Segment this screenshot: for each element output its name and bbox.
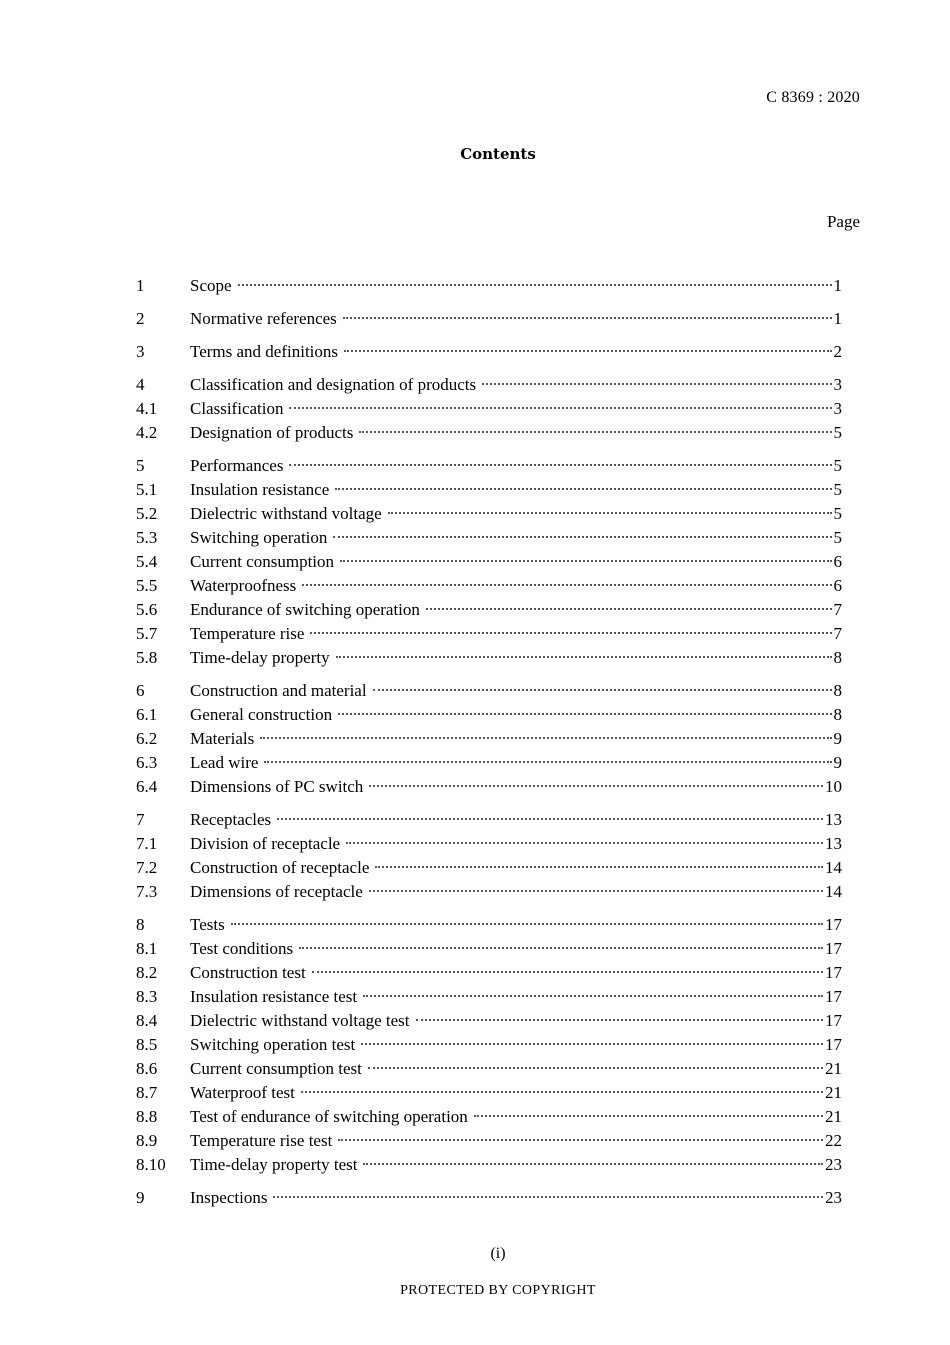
- toc-section-group: [136, 276, 842, 300]
- toc-entry-number: 5.5: [136, 576, 158, 595]
- toc-entry-page: 21: [825, 1083, 842, 1102]
- toc-entry-page: 1: [833, 309, 842, 328]
- toc-entry[interactable]: [136, 681, 842, 705]
- toc-entry-number: 8.10: [136, 1155, 166, 1174]
- toc-entry-title: Materials: [190, 729, 255, 748]
- page-column-heading: Page: [826, 212, 860, 231]
- dot-leader: [335, 487, 831, 490]
- toc-entry[interactable]: [136, 705, 842, 729]
- toc-entry-number: 5.4: [136, 552, 158, 571]
- dot-leader: [359, 430, 831, 433]
- toc-entry-page: 8: [833, 705, 842, 724]
- toc-entry[interactable]: [136, 1188, 842, 1212]
- toc-entry-title: Time-delay property test: [190, 1155, 358, 1174]
- toc-entry-page: 3: [833, 375, 842, 394]
- toc-entry-page: 5: [833, 423, 842, 442]
- toc-entry[interactable]: [136, 834, 842, 858]
- toc-entry-title: General construction: [190, 705, 333, 724]
- toc-entry-number: 2: [136, 309, 145, 328]
- table-of-contents: [136, 276, 842, 1221]
- toc-entry-number: 9: [136, 1188, 145, 1207]
- toc-section-group: [136, 1188, 842, 1212]
- toc-entry-title: Current consumption: [190, 552, 335, 571]
- toc-entry[interactable]: [136, 552, 842, 576]
- toc-entry[interactable]: [136, 858, 842, 882]
- toc-entry-page: 5: [833, 480, 842, 499]
- toc-entry-page: 21: [825, 1107, 842, 1126]
- toc-entry-number: 7.1: [136, 834, 158, 853]
- toc-entry-title: Insulation resistance test: [190, 987, 358, 1006]
- toc-entry-page: 13: [825, 810, 842, 829]
- toc-entry[interactable]: [136, 987, 842, 1011]
- toc-section-group: [136, 810, 842, 906]
- dot-leader: [264, 760, 831, 763]
- toc-entry-number: 5.6: [136, 600, 158, 619]
- toc-entry[interactable]: [136, 423, 842, 447]
- toc-entry[interactable]: [136, 342, 842, 366]
- toc-entry-number: 8.1: [136, 939, 158, 958]
- toc-entry-title: Lead wire: [190, 753, 259, 772]
- toc-entry-title: Waterproof test: [190, 1083, 295, 1102]
- toc-entry-title: Inspections: [190, 1188, 268, 1207]
- toc-entry[interactable]: [136, 276, 842, 300]
- dot-leader: [416, 1018, 823, 1021]
- toc-entry-number: 5.8: [136, 648, 158, 667]
- toc-entry[interactable]: [136, 600, 842, 624]
- toc-entry[interactable]: [136, 1107, 842, 1131]
- toc-entry-number: 8.9: [136, 1131, 158, 1150]
- toc-entry-page: 7: [833, 624, 842, 643]
- dot-leader: [369, 784, 823, 787]
- toc-entry-number: 5: [136, 456, 145, 475]
- toc-entry-title: Temperature rise: [190, 624, 305, 643]
- toc-entry-title: Construction of receptacle: [190, 858, 370, 877]
- toc-entry-number: 4: [136, 375, 145, 394]
- toc-entry-page: 6: [833, 552, 842, 571]
- toc-entry-page: 17: [825, 987, 842, 1006]
- toc-entry-number: 8.4: [136, 1011, 158, 1030]
- toc-entry-title: Designation of products: [190, 423, 354, 442]
- dot-leader: [369, 889, 823, 892]
- toc-entry-title: Tests: [190, 915, 225, 934]
- toc-entry-number: 4.1: [136, 399, 158, 418]
- toc-entry-title: Switching operation: [190, 528, 328, 547]
- toc-entry-page: 1: [833, 276, 842, 295]
- toc-entry-page: 17: [825, 915, 842, 934]
- dot-leader: [333, 535, 831, 538]
- dot-leader: [336, 655, 832, 658]
- document-code: C 8369 : 2020: [766, 89, 860, 106]
- toc-entry-title: Temperature rise test: [190, 1131, 333, 1150]
- toc-entry[interactable]: [136, 1035, 842, 1059]
- toc-section-group: [136, 342, 842, 366]
- toc-entry-number: 5.1: [136, 480, 158, 499]
- toc-entry-page: 17: [825, 1011, 842, 1030]
- toc-entry-page: 9: [833, 729, 842, 748]
- dot-leader: [289, 463, 831, 466]
- toc-entry-number: 6.1: [136, 705, 158, 724]
- toc-entry-title: Construction and material: [190, 681, 367, 700]
- toc-entry[interactable]: [136, 915, 842, 939]
- toc-entry[interactable]: [136, 882, 842, 906]
- toc-entry[interactable]: [136, 810, 842, 834]
- toc-entry-title: Switching operation test: [190, 1035, 356, 1054]
- toc-entry-number: 8: [136, 915, 145, 934]
- toc-entry[interactable]: [136, 1131, 842, 1155]
- copyright-notice: PROTECTED BY COPYRIGHT: [400, 1283, 596, 1298]
- dot-leader: [361, 1042, 823, 1045]
- toc-section-group: [136, 681, 842, 801]
- toc-entry-number: 4.2: [136, 423, 158, 442]
- toc-section-group: [136, 915, 842, 1179]
- toc-entry-title: Terms and definitions: [190, 342, 339, 361]
- toc-entry-number: 6.3: [136, 753, 158, 772]
- toc-entry[interactable]: [136, 309, 842, 333]
- dot-leader: [363, 994, 823, 997]
- toc-entry-title: Performances: [190, 456, 284, 475]
- toc-entry-title: Waterproofness: [190, 576, 297, 595]
- toc-entry[interactable]: [136, 504, 842, 528]
- toc-entry-page: 14: [825, 882, 842, 901]
- toc-entry-page: 9: [833, 753, 842, 772]
- dot-leader: [310, 631, 831, 634]
- dot-leader: [312, 970, 823, 973]
- toc-entry[interactable]: [136, 648, 842, 672]
- dot-leader: [373, 688, 832, 691]
- toc-entry[interactable]: [136, 399, 842, 423]
- dot-leader: [368, 1066, 823, 1069]
- toc-entry-title: Insulation resistance: [190, 480, 330, 499]
- dot-leader: [363, 1162, 823, 1165]
- dot-leader: [338, 712, 831, 715]
- toc-entry-title: Receptacles: [190, 810, 272, 829]
- toc-entry-page: 17: [825, 963, 842, 982]
- dot-leader: [289, 406, 831, 409]
- toc-entry[interactable]: [136, 1083, 842, 1107]
- toc-entry-title: Classification: [190, 399, 284, 418]
- toc-entry-page: 14: [825, 858, 842, 877]
- toc-entry-page: 5: [833, 504, 842, 523]
- toc-entry-title: Dielectric withstand voltage: [190, 504, 382, 523]
- dot-leader: [340, 559, 831, 562]
- dot-leader: [302, 583, 831, 586]
- toc-entry-page: 13: [825, 834, 842, 853]
- toc-entry[interactable]: [136, 375, 842, 399]
- dot-leader: [299, 946, 823, 949]
- dot-leader: [388, 511, 832, 514]
- toc-entry-page: 7: [833, 600, 842, 619]
- dot-leader: [482, 382, 831, 385]
- toc-entry-number: 5.3: [136, 528, 158, 547]
- toc-entry-number: 7.3: [136, 882, 158, 901]
- toc-entry[interactable]: [136, 1011, 842, 1035]
- toc-entry-page: 17: [825, 1035, 842, 1054]
- toc-entry-page: 17: [825, 939, 842, 958]
- dot-leader: [238, 283, 832, 286]
- dot-leader: [346, 841, 823, 844]
- toc-entry-title: Dielectric withstand voltage test: [190, 1011, 410, 1030]
- toc-entry-page: 8: [833, 681, 842, 700]
- toc-section-group: [136, 375, 842, 447]
- dot-leader: [338, 1138, 823, 1141]
- toc-entry-page: 5: [833, 456, 842, 475]
- toc-entry-title: Test of endurance of switching operation: [190, 1107, 468, 1126]
- toc-entry-page: 10: [825, 777, 842, 796]
- toc-entry-number: 1: [136, 276, 145, 295]
- toc-entry[interactable]: [136, 963, 842, 987]
- toc-entry-page: 2: [833, 342, 842, 361]
- toc-entry[interactable]: [136, 480, 842, 504]
- contents-title: Contents: [460, 145, 536, 163]
- dot-leader: [343, 316, 832, 319]
- dot-leader: [231, 922, 823, 925]
- toc-entry-page: 23: [825, 1155, 842, 1174]
- toc-entry-number: 6.2: [136, 729, 158, 748]
- toc-entry-number: 8.7: [136, 1083, 158, 1102]
- dot-leader: [260, 736, 831, 739]
- toc-entry[interactable]: [136, 528, 842, 552]
- toc-entry-page: 23: [825, 1188, 842, 1207]
- toc-entry[interactable]: [136, 939, 842, 963]
- toc-entry[interactable]: [136, 729, 842, 753]
- toc-entry[interactable]: [136, 1059, 842, 1083]
- toc-entry[interactable]: [136, 753, 842, 777]
- toc-entry-number: 8.8: [136, 1107, 158, 1126]
- toc-entry-number: 6: [136, 681, 145, 700]
- dot-leader: [426, 607, 832, 610]
- toc-entry-page: 8: [833, 648, 842, 667]
- dot-leader: [344, 349, 831, 352]
- dot-leader: [375, 865, 823, 868]
- toc-entry-number: 5.7: [136, 624, 158, 643]
- toc-section-group: [136, 309, 842, 333]
- toc-section-group: [136, 456, 842, 672]
- toc-entry-title: Scope: [190, 276, 232, 295]
- toc-entry-title: Time-delay property: [190, 648, 330, 667]
- dot-leader: [474, 1114, 823, 1117]
- toc-entry[interactable]: [136, 456, 842, 480]
- toc-entry-number: 8.6: [136, 1059, 158, 1078]
- toc-entry-number: 3: [136, 342, 145, 361]
- toc-entry-page: 6: [833, 576, 842, 595]
- toc-entry[interactable]: [136, 576, 842, 600]
- toc-entry-title: Endurance of switching operation: [190, 600, 420, 619]
- toc-entry-page: 3: [833, 399, 842, 418]
- toc-entry-number: 7.2: [136, 858, 158, 877]
- dot-leader: [273, 1195, 823, 1198]
- toc-entry-number: 7: [136, 810, 145, 829]
- footer-page-number: (i): [490, 1245, 506, 1262]
- toc-entry-number: 8.5: [136, 1035, 158, 1054]
- dot-leader: [277, 817, 823, 820]
- toc-entry-page: 5: [833, 528, 842, 547]
- toc-entry-title: Test conditions: [190, 939, 294, 958]
- dot-leader: [301, 1090, 823, 1093]
- toc-entry-number: 8.2: [136, 963, 158, 982]
- toc-entry-page: 22: [825, 1131, 842, 1150]
- toc-entry-title: Division of receptacle: [190, 834, 341, 853]
- toc-entry-title: Construction test: [190, 963, 306, 982]
- toc-entry[interactable]: [136, 1155, 842, 1179]
- toc-entry-title: Classification and designation of products: [190, 375, 477, 394]
- toc-entry[interactable]: [136, 777, 842, 801]
- toc-entry-number: 5.2: [136, 504, 158, 523]
- toc-entry-number: 8.3: [136, 987, 158, 1006]
- toc-entry-title: Normative references: [190, 309, 337, 328]
- toc-entry-number: 6.4: [136, 777, 158, 796]
- toc-entry-title: Dimensions of PC switch: [190, 777, 364, 796]
- toc-entry-title: Dimensions of receptacle: [190, 882, 363, 901]
- toc-entry[interactable]: [136, 624, 842, 648]
- toc-entry-page: 21: [825, 1059, 842, 1078]
- toc-entry-title: Current consumption test: [190, 1059, 362, 1078]
